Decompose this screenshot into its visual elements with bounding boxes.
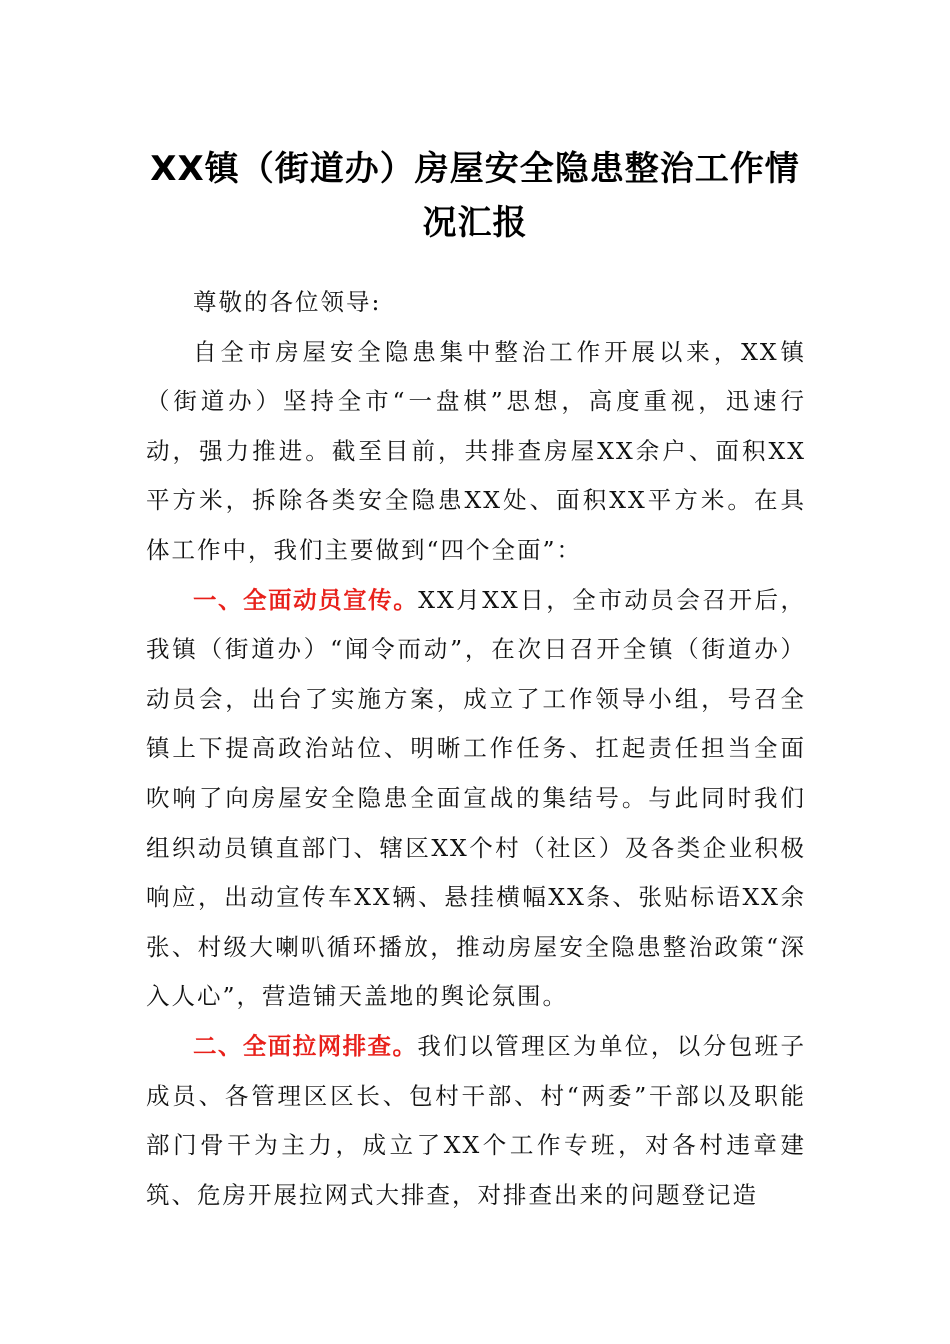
document-body (146, 278, 806, 1220)
section-heading-1: 一、全面动员宣传。 (193, 585, 419, 614)
section-paragraph-2 (146, 1022, 806, 1220)
section-text-1: XX月XX日，全市动员会召开后，我镇（街道办）“闻令而动”，在次日召开全镇（街道办）动员会，出台了实施方案，成立了工作领导小组，号召全镇上下提高政治站位、明晰工作任务、扛起责任担当全面吹响了向房屋安全隐患全面宣战的集结号。与此同时我们组织动员镇直部门、辖区XX个村（社区）及各类企业积极响应，出动宣传车XX辆、悬挂横幅XX条、张贴标语XX余张、村级大喇叭循环播放，推动房屋安全隐患整治政策“深入人心”，营造铺天盖地的舆论氛围。 (146, 585, 807, 1011)
salutation: 尊敬的各位领导: (193, 288, 382, 316)
intro-paragraph: 自全市房屋安全隐患集中整治工作开展以来，XX镇（街道办）坚持全市“一盘棋”思想，高度重视，迅速行动，强力推进。截至目前，共排查房屋XX余户、面积XX平方米，拆除各类安全隐患XX处、面积XX平方米。在具体工作中，我们主要做到“四个全面”： (146, 337, 806, 564)
section-paragraph-1 (146, 576, 806, 1022)
document-title: XX镇（街道办）房屋安全隐患整治工作情况汇报 (150, 149, 800, 243)
section-heading-2: 二、全面拉网排查。 (193, 1031, 418, 1060)
section-text-2: 我们以管理区为单位，以分包班子成员、各管理区区长、包村干部、村“两委”干部以及职能部门骨干为主力，成立了XX个工作专班，对各村违章建筑、危房开展拉网式大排查，对排查出来的问题登记造 (146, 1031, 807, 1209)
